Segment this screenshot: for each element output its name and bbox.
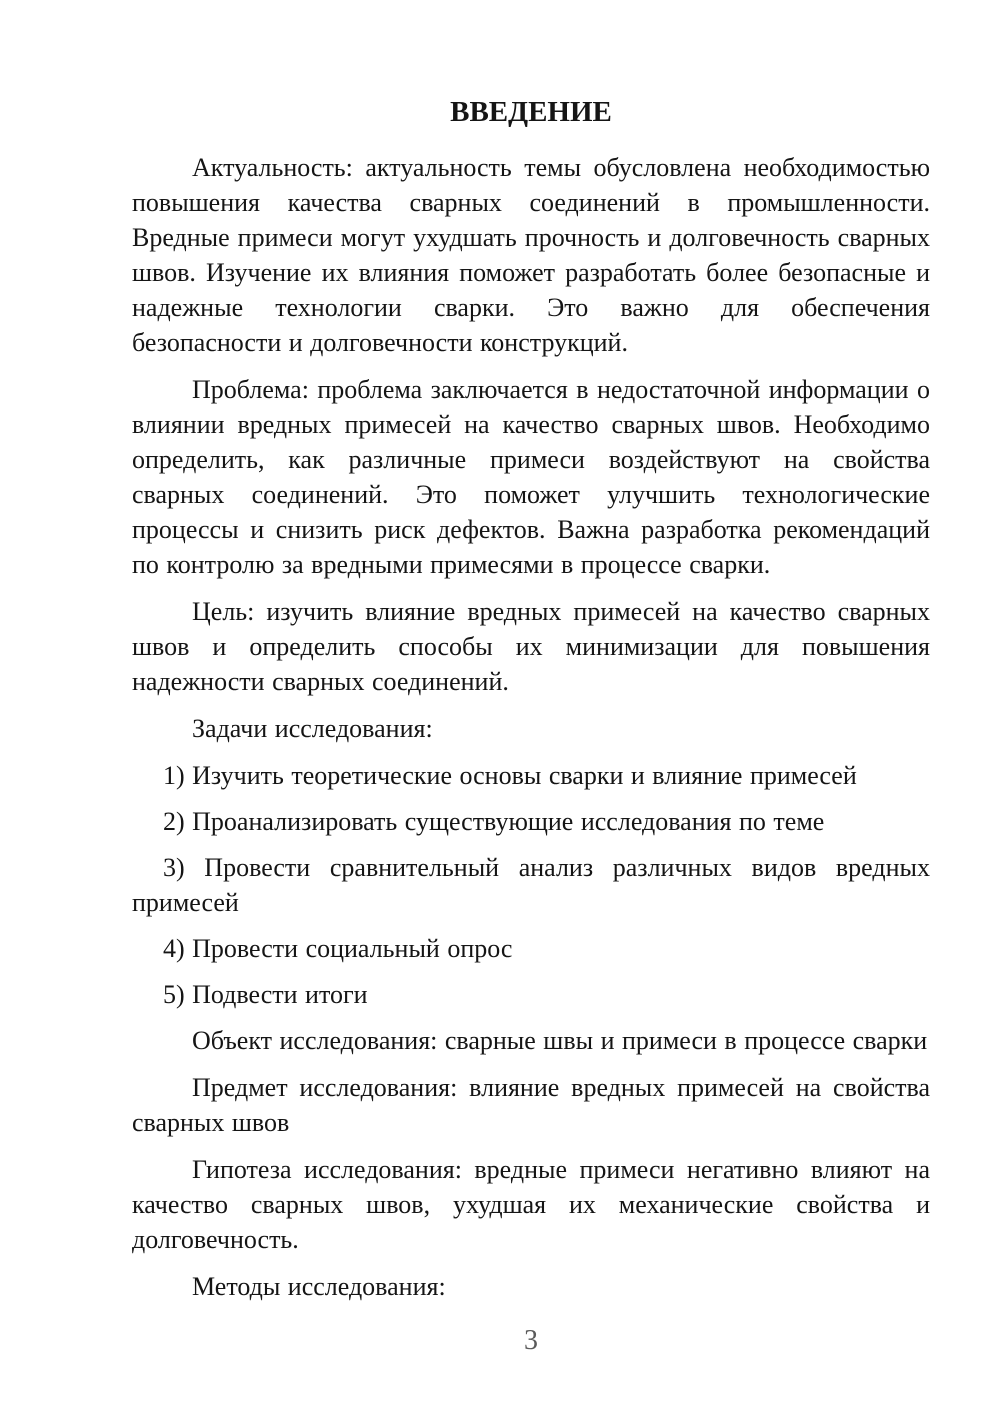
paragraph-object: Объект исследования: сварные швы и примеси в процессе сварки	[192, 1026, 928, 1055]
task-item-2: 2) Проанализировать существующие исследования по теме	[163, 807, 825, 836]
paragraph-methods-heading: Методы исследования:	[192, 1272, 446, 1301]
paragraph-tasks-heading: Задачи исследования:	[192, 714, 433, 743]
task-item-1: 1) Изучить теоретические основы сварки и влияние примесей	[163, 761, 857, 790]
paragraph-goal: Цель: изучить влияние вредных примесей на качество сварных швов и определить способы их минимизации для повышения надежности сварных соединений.	[132, 597, 930, 696]
task-item-3: 3) Провести сравнительный анализ различных видов вредных примесей	[132, 853, 930, 917]
paragraph-relevance: Актуальность: актуальность темы обусловлена необходимостью повышения качества сварных соединений в промышленности. Вредные примеси могут ухудшать прочность и долговечность сварных швов. Изучение их влияния поможет разработать более безопасные и надежные технологии сварки. Это важно для обеспечения безопасности и долговечности конструкций.	[132, 153, 930, 357]
page-number: 3	[524, 1325, 538, 1356]
paragraph-problem: Проблема: проблема заключается в недостаточной информации о влиянии вредных примесей на качество сварных швов. Необходимо определить, как различные примеси воздействуют на свойства сварных соединений. Это поможет улучшить технологические процессы и снизить риск дефектов. Важна разработка рекомендаций по контролю за вредными примесями в процессе сварки.	[132, 375, 930, 579]
paragraph-subject: Предмет исследования: влияние вредных примесей на свойства сварных швов	[132, 1073, 930, 1137]
paragraph-hypothesis: Гипотеза исследования: вредные примеси негативно влияют на качество сварных швов, ухудшая их механические свойства и долговечность.	[132, 1155, 930, 1254]
page-title: ВВЕДЕНИЕ	[450, 96, 612, 128]
task-item-5: 5) Подвести итоги	[163, 980, 368, 1009]
task-item-4: 4) Провести социальный опрос	[163, 934, 513, 963]
